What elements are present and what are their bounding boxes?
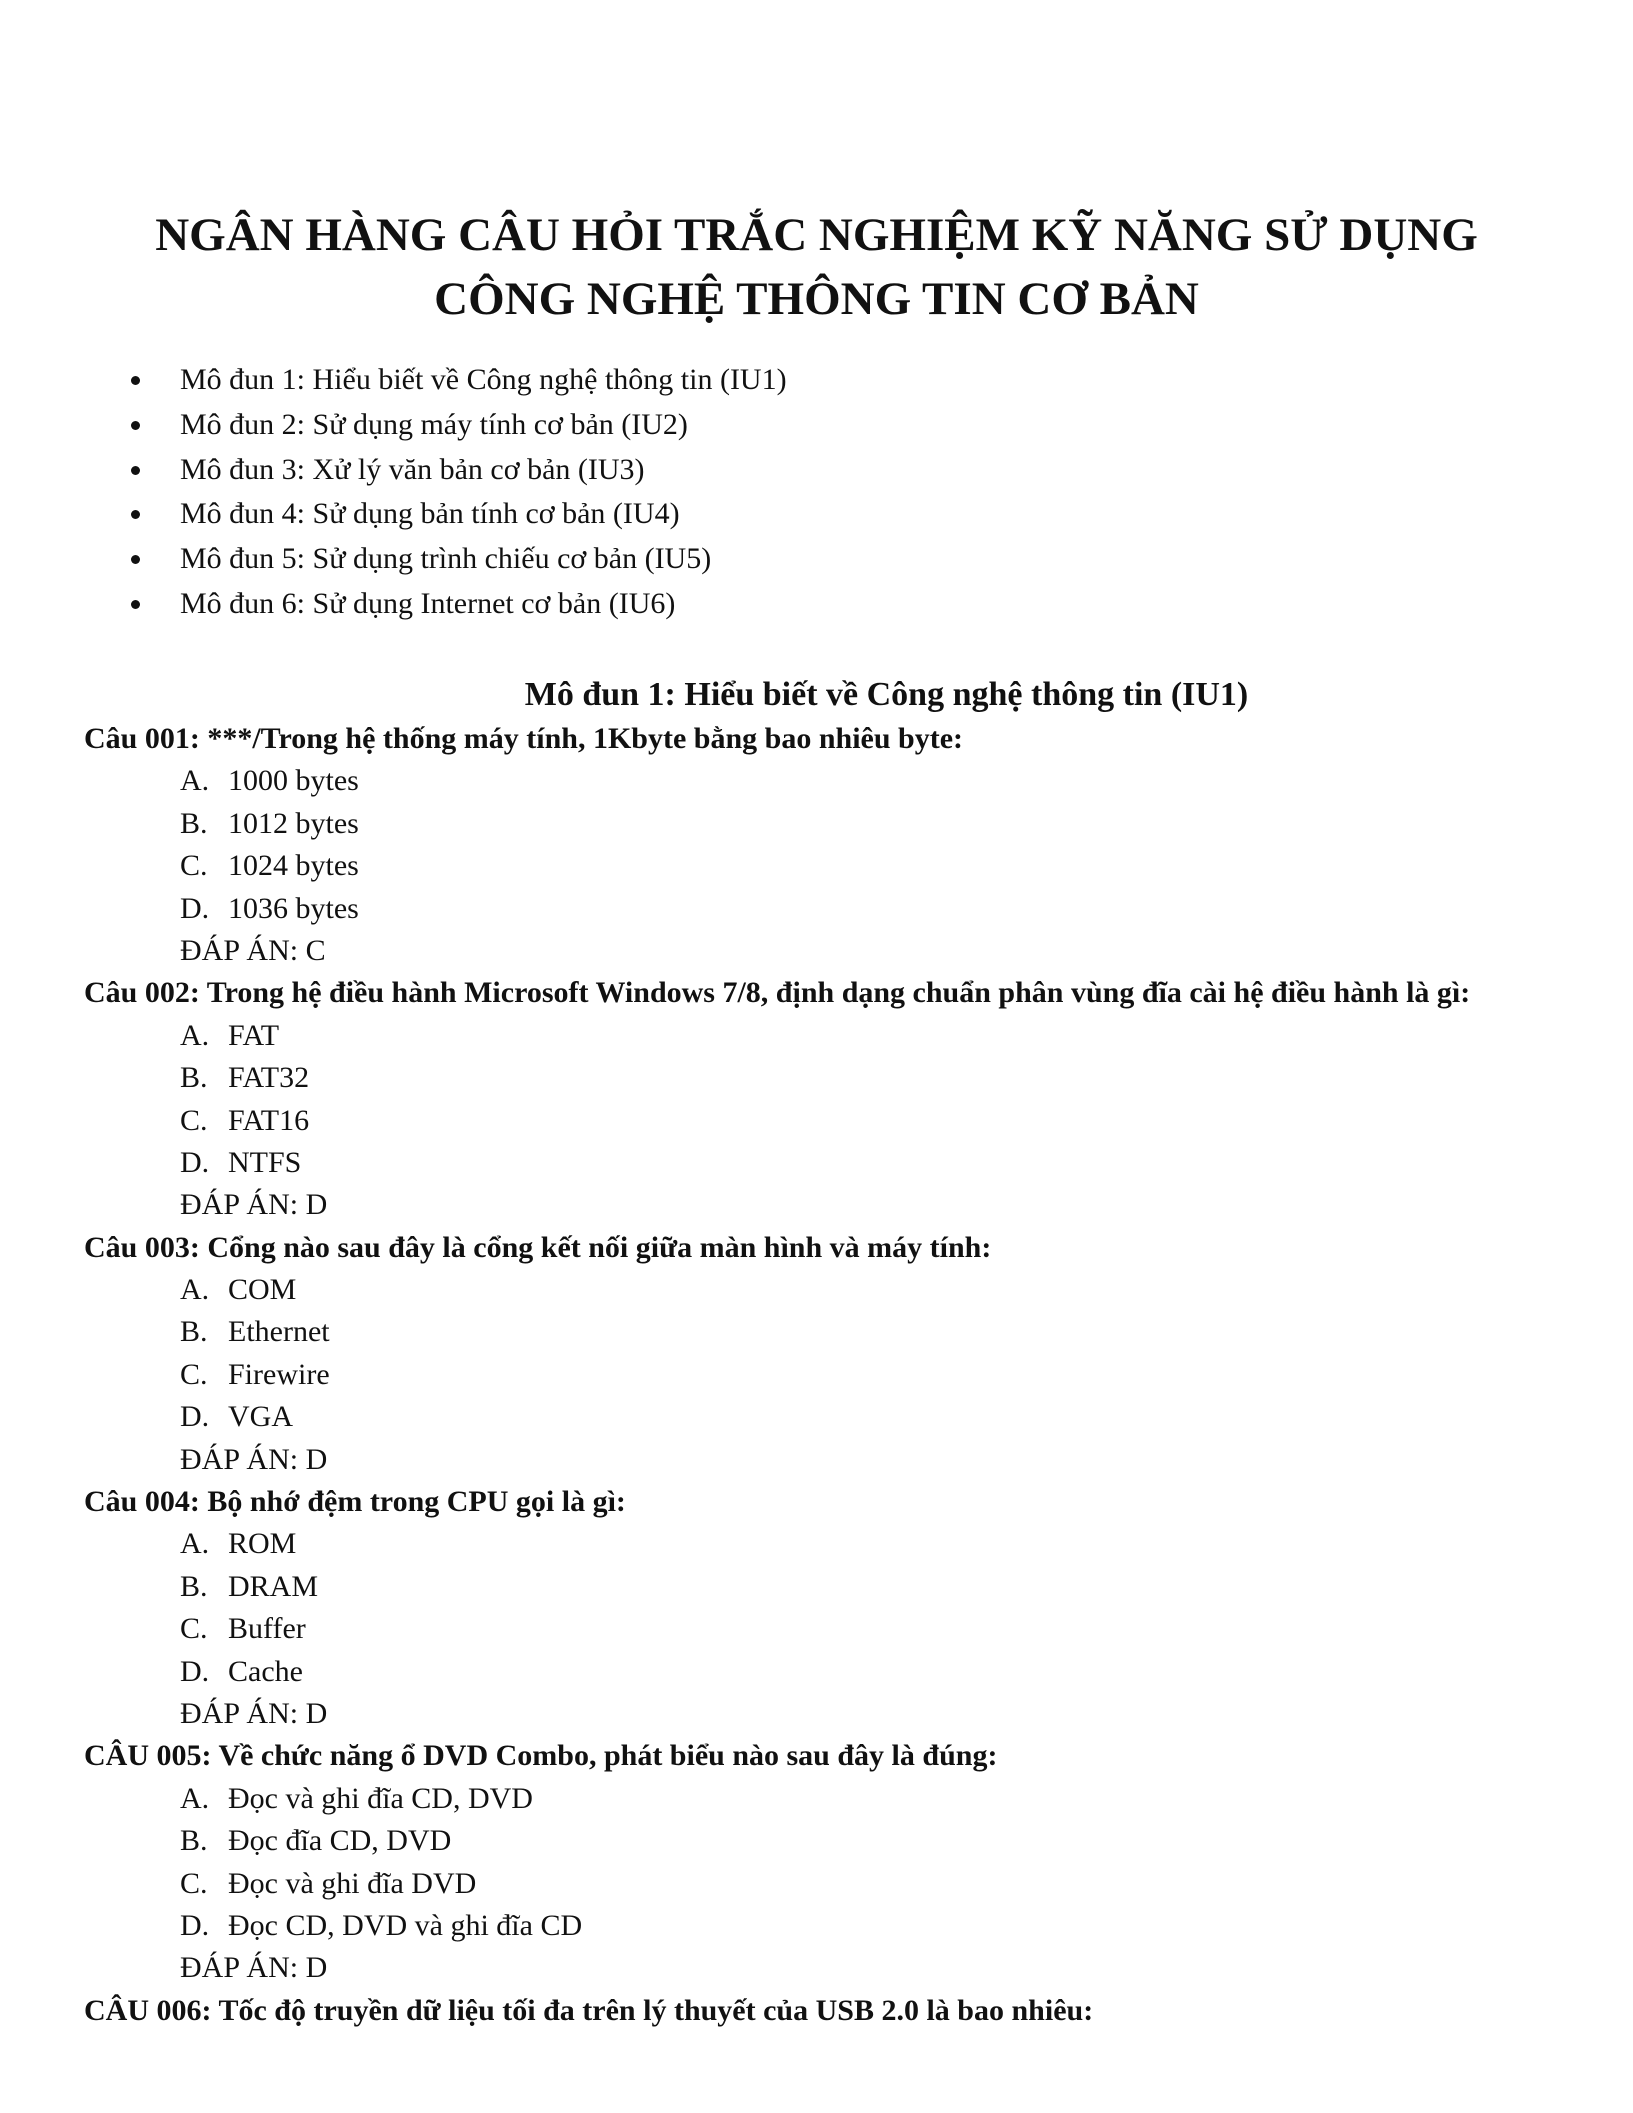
answer-key: ĐÁP ÁN: D [180, 1951, 328, 1985]
answer-option: D. 1036 bytes [180, 891, 359, 925]
bullet-icon [131, 555, 140, 564]
answer-option: C. Buffer [180, 1612, 306, 1646]
question-text: CÂU 006: Tốc độ truyền dữ liệu tối đa trên lý thuyết của USB 2.0 là bao nhiêu: [84, 1993, 1094, 2027]
question-text: Câu 002: Trong hệ điều hành Microsoft Windows 7/8, định dạng chuẩn phân vùng đĩa cài hệ điều hành là gì: [84, 976, 1471, 1010]
answer-option: B. 1012 bytes [180, 806, 359, 840]
module-item: Mô đun 4: Sử dụng bản tính cơ bản (IU4) [0, 492, 787, 537]
answer-key: ĐÁP ÁN: D [180, 1188, 328, 1222]
module-item: Mô đun 5: Sử dụng trình chiếu cơ bản (IU5) [0, 537, 787, 582]
section-heading: Mô đun 1: Hiểu biết về Công nghệ thông tin (IU1) [524, 676, 1249, 713]
bullet-icon [131, 510, 140, 519]
answer-key: ĐÁP ÁN: D [180, 1696, 328, 1730]
question-text: Câu 003: Cổng nào sau đây là cổng kết nối giữa màn hình và máy tính: [84, 1230, 992, 1264]
answer-option: C. 1024 bytes [180, 849, 359, 883]
document-title [0, 203, 1633, 331]
bullet-icon [131, 376, 140, 385]
module-item: Mô đun 1: Hiểu biết về Công nghệ thông tin (IU1) [0, 358, 787, 403]
answer-option: D. NTFS [180, 1145, 302, 1179]
question-text: Câu 001: ***/Trong hệ thống máy tính, 1Kbyte bằng bao nhiêu byte: [84, 722, 964, 755]
answer-option: B. Đọc đĩa CD, DVD [180, 1824, 452, 1858]
answer-key: ĐÁP ÁN: D [180, 1442, 328, 1476]
answer-option: C. FAT16 [180, 1103, 310, 1137]
question-text: Câu 004: Bộ nhớ đệm trong CPU gọi là gì: [84, 1485, 626, 1519]
answer-option: D. Đọc CD, DVD và ghi đĩa CD [180, 1908, 583, 1942]
answer-option: C. Firewire [180, 1357, 330, 1391]
question-list [0, 718, 1633, 2032]
answer-option: B. DRAM [180, 1569, 319, 1603]
answer-option: C. Đọc và ghi đĩa DVD [180, 1866, 477, 1900]
answer-option: A. 1000 bytes [180, 764, 359, 798]
answer-option: B. FAT32 [180, 1061, 310, 1095]
module-item: Mô đun 2: Sử dụng máy tính cơ bản (IU2) [0, 403, 787, 448]
module-list [0, 358, 787, 627]
title-line-2: CÔNG NGHỆ THÔNG TIN CƠ BẢN [434, 273, 1199, 325]
answer-option: D. VGA [180, 1400, 293, 1434]
answer-option: A. COM [180, 1273, 297, 1307]
answer-key: ĐÁP ÁN: C [180, 933, 326, 967]
title-line-1: NGÂN HÀNG CÂU HỎI TRẮC NGHIỆM KỸ NĂNG SỬ DỤNG [155, 209, 1478, 261]
bullet-icon [131, 600, 140, 609]
answer-option: A. Đọc và ghi đĩa CD, DVD [180, 1781, 533, 1815]
answer-option: A. FAT [180, 1018, 280, 1052]
bullet-icon [131, 466, 140, 475]
module-item: Mô đun 6: Sử dụng Internet cơ bản (IU6) [0, 582, 787, 627]
answer-option: A. ROM [180, 1527, 297, 1561]
bullet-icon [131, 421, 140, 430]
answer-option: D. Cache [180, 1654, 303, 1688]
module-item: Mô đun 3: Xử lý văn bản cơ bản (IU3) [0, 448, 787, 493]
answer-option: B. Ethernet [180, 1315, 330, 1349]
question-text: CÂU 005: Về chức năng ổ DVD Combo, phát biểu nào sau đây là đúng: [84, 1739, 998, 1773]
